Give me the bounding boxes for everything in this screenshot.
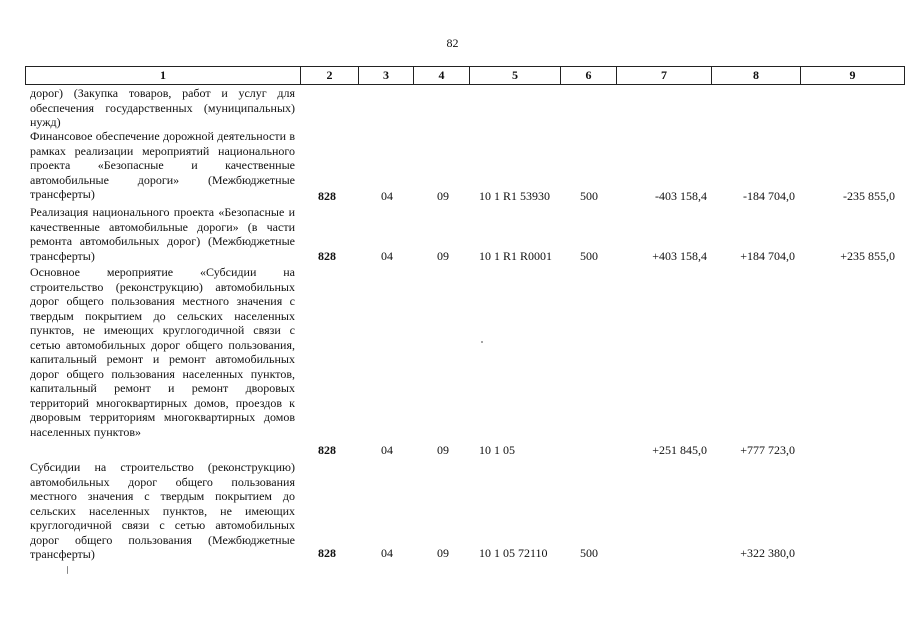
header-cell-2: 2 [300, 66, 359, 85]
cell-code-6: 500 [580, 189, 598, 203]
cell-code-6: 500 [580, 249, 598, 263]
header-cell-7: 7 [616, 66, 712, 85]
cell-code-6: 500 [580, 546, 598, 560]
cell-code-3: 04 [381, 546, 393, 560]
cell-code-3: 04 [381, 443, 393, 457]
row-description: Реализация национального проекта «Безопасные и качественные автомобильные дороги» (в части ремонта автомобильных дорог) (Межбюджетные трансферты) [30, 205, 295, 263]
cell-code-4: 09 [437, 546, 449, 560]
scan-speck [67, 566, 68, 574]
cell-code-2: 828 [318, 443, 336, 457]
cell-code-5: 10 1 05 72110 [479, 546, 548, 560]
row-description: Субсидии на строительство (реконструкцию) автомобильных дорог общего пользования местного значения с твердым покрытием до сельских населенных пунктов, не имеющих круглогодичной связи с сетью автомобильных дорог общего пользования (Межбюджетные трансферты) [30, 460, 295, 561]
cell-code-4: 09 [437, 443, 449, 457]
header-cell-8: 8 [711, 66, 801, 85]
cell-code-2: 828 [318, 249, 336, 263]
cell-value-8: +184 704,0 [740, 249, 795, 263]
page-number: 82 [446, 36, 459, 50]
header-cell-4: 4 [413, 66, 470, 85]
cell-code-3: 04 [381, 189, 393, 203]
cell-code-5: 10 1 05 [479, 443, 515, 457]
cell-code-5: 10 1 R1 53930 [479, 189, 551, 203]
header-cell-6: 6 [560, 66, 617, 85]
cell-code-4: 09 [437, 189, 449, 203]
cell-code-2: 828 [318, 189, 336, 203]
cell-value-8: -184 704,0 [743, 189, 795, 203]
cell-value-7: +251 845,0 [652, 443, 707, 457]
header-cell-3: 3 [358, 66, 414, 85]
cell-value-7: -403 158,4 [655, 189, 707, 203]
cell-value-9: +235 855,0 [840, 249, 895, 263]
cell-value-7: +403 158,4 [652, 249, 707, 263]
header-cell-1: 1 [25, 66, 301, 85]
cell-code-3: 04 [381, 249, 393, 263]
cell-value-8: +777 723,0 [740, 443, 795, 457]
cell-code-5: 10 1 R1 R0001 [479, 249, 553, 263]
row-description: Основное мероприятие «Субсидии на строительство (реконструкцию) автомобильных дорог общего пользования местного значения с твердым покрытием до сельских населенных пунктов, не имеющих круглогодичной связи с сетью автомобильных дорог общего пользования, капитальный ремонт и ремонт автомобильных дорог общего пользования населенных пунктов, капитальный ремонт и ремонт дворовых территорий многоквартирных домов, проездов к дворовым территориям многоквартирных домов населенных пунктов» [30, 265, 295, 439]
cell-value-8: +322 380,0 [740, 546, 795, 560]
cell-value-9: -235 855,0 [843, 189, 895, 203]
row-description: Финансовое обеспечение дорожной деятельности в рамках реализации мероприятий национального проекта «Безопасные и качественные автомобильные дороги» (Межбюджетные трансферты) [30, 129, 295, 201]
row-description: дорог) (Закупка товаров, работ и услуг для обеспечения государственных (муниципальных) нужд) [30, 86, 295, 129]
cell-code-2: 828 [318, 546, 336, 560]
header-cell-5: 5 [469, 66, 561, 85]
header-cell-9: 9 [800, 66, 905, 85]
scan-speck [481, 341, 483, 343]
cell-code-4: 09 [437, 249, 449, 263]
